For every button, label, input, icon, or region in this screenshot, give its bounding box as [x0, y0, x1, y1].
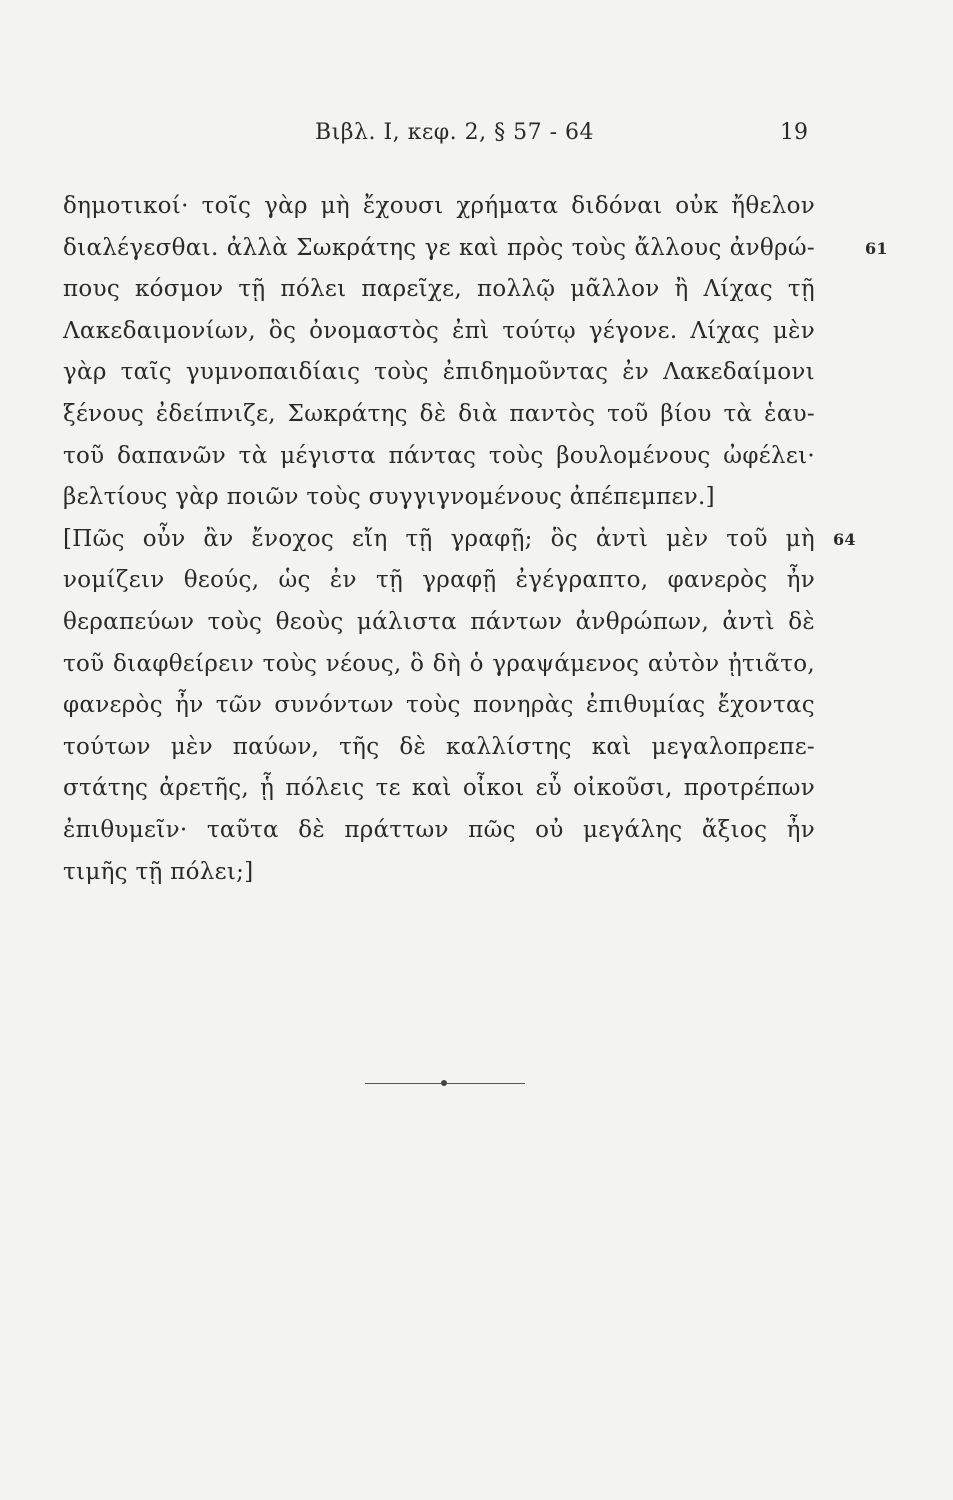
margin-section-number: 64 — [833, 529, 856, 549]
greek-text-block — [63, 186, 888, 893]
text-line: στάτης ἀρετῆς, ᾗ πόλεις τε καὶ οἶκοι εὖ οἰκοῦσι, προτρέπων — [63, 775, 815, 802]
text-line: φανερὸς ἦν τῶν συνόντων τοὺς πονηρὰς ἐπιθυμίας ἔχοντας — [63, 692, 815, 719]
margin-section-number: 61 — [865, 238, 888, 258]
text-line: ξένους ἐδείπνιζε, Σωκράτης δὲ διὰ παντὸς τοῦ βίου τὰ ἑαυ- — [63, 400, 815, 427]
text-line: βελτίους γὰρ ποιῶν τοὺς συγγιγνομένους ἀπέπεμπεν.] — [63, 484, 715, 511]
text-line: θεραπεύων τοὺς θεοὺς μάλιστα πάντων ἀνθρώπων, ἀντὶ δὲ — [63, 608, 815, 635]
text-line: ἐπιθυμεῖν· ταῦτα δὲ πράττων πῶς οὐ μεγάλης ἄξιος ἦν — [63, 816, 815, 843]
text-line: τιμῆς τῇ πόλει;] — [63, 858, 254, 885]
text-line: πους κόσμον τῇ πόλει παρεῖχε, πολλῷ μᾶλλον ἢ Λίχας τῇ — [63, 276, 815, 303]
page-header — [0, 120, 953, 156]
text-line: [Πῶς οὖν ἂν ἔνοχος εἴη τῇ γραφῇ; ὃς ἀντὶ μὲν τοῦ μὴ 64 — [63, 519, 815, 561]
text-line: τούτων μὲν παύων, τῆς δὲ καλλίστης καὶ μεγαλοπρεπε- — [63, 733, 815, 760]
page-number: 19 — [780, 120, 808, 145]
running-head: Βιβλ. Ι, κεφ. 2, § 57 - 64 — [315, 120, 595, 145]
text-line: τοῦ διαφθείρειν τοὺς νέους, ὃ δὴ ὁ γραψάμενος αὐτὸν ᾐτιᾶτο, — [63, 650, 815, 677]
section-divider-dot — [441, 1080, 447, 1086]
text-line: νομίζειν θεούς, ὡς ἐν τῇ γραφῇ ἐγέγραπτο, φανερὸς ἦν — [63, 567, 815, 594]
text-line: δημοτικοί· τοῖς γὰρ μὴ ἔχουσι χρήματα διδόναι οὐκ ἤθελον — [63, 193, 815, 219]
text-line: τοῦ δαπανῶν τὰ μέγιστα πάντας τοὺς βουλομένους ὠφέλει· — [63, 442, 815, 469]
text-line: Λακεδαιμονίων, ὃς ὀνομαστὸς ἐπὶ τούτῳ γέγονε. Λίχας μὲν — [63, 317, 815, 344]
text-line: γὰρ ταῖς γυμνοπαιδίαις τοὺς ἐπιδημοῦντας ἐν Λακεδαίμονι — [63, 359, 815, 386]
text-line: διαλέγεσθαι. ἀλλὰ Σωκράτης γε καὶ πρὸς τοὺς ἄλλους ἀνθρώ- 61 — [63, 228, 815, 270]
